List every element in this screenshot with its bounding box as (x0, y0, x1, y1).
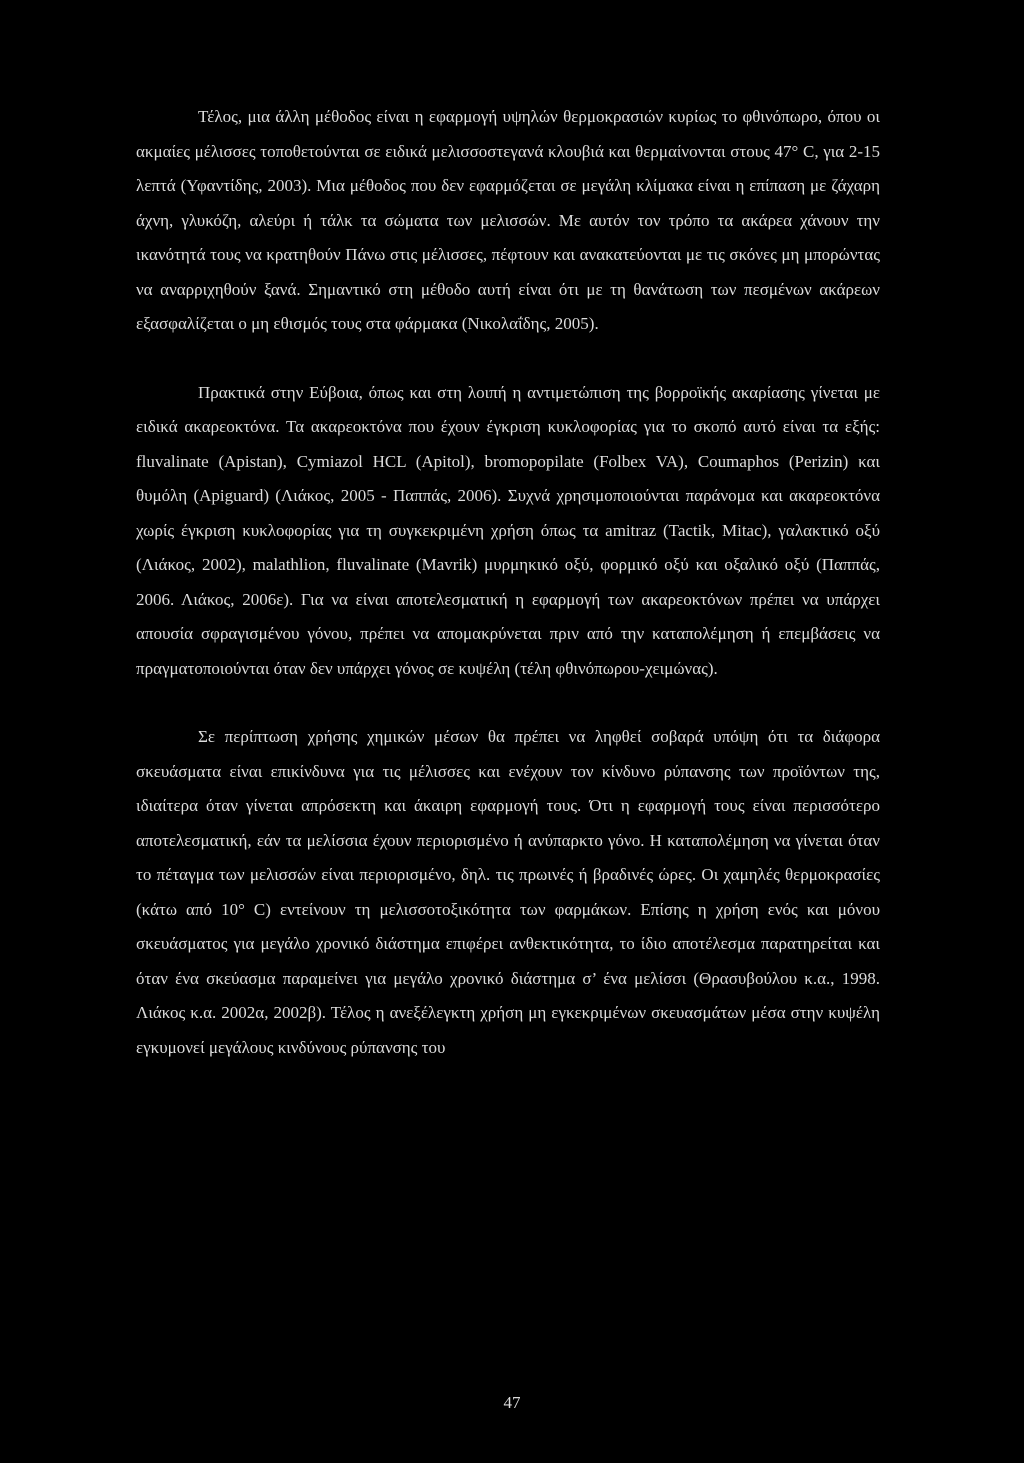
paragraph-chemical-risks: Σε περίπτωση χρήσης χημικών μέσων θα πρέπει να ληφθεί σοβαρά υπόψη ότι τα διάφορα σκευάσματα είναι επικίνδυνα για τις μέλισσες και ενέχουν τον κίνδυνο ρύπανσης των προϊόντων της, ιδιαίτερα όταν γίνεται απρόσεκτη και άκαιρη εφαρμογή τους. Ότι η εφαρμογή τους είναι περισσότερο αποτελεσματική, εάν τα μελίσσια έχουν περιορισμένο ή ανύπαρκτο γόνο. Η καταπολέμηση να γίνεται όταν το πέταγμα των μελισσών είναι περιορισμένο, δηλ. τις πρωινές ή βραδινές ώρες. Οι χαμηλές θερμοκρασίες (κάτω από 10° C) εντείνουν τη μελισσοτοξικότητα των φαρμάκων. Επίσης η χρήση ενός και μόνου σκευάσματος για μεγάλο χρονικό διάστημα επιφέρει ανθεκτικότητα, το ίδιο αποτέλεσμα παρατηρείται και όταν ένα σκεύασμα παραμείνει για μεγάλο χρονικό διάστημα σ’ ένα μελίσσι (Θρασυβούλου κ.α., 1998. Λιάκος κ.α. 2002α, 2002β). Τέλος η ανεξέλεγκτη χρήση μη εγκεκριμένων σκευασμάτων μέσα στην κυψέλη εγκυμονεί μεγάλους κινδύνους ρύπανσης του (136, 727, 880, 1057)
paragraph-acaricides-euboea: Πρακτικά στην Εύβοια, όπως και στη λοιπή η αντιμετώπιση της βορροϊκής ακαρίασης γίνεται με ειδικά ακαρεοκτόνα. Τα ακαρεοκτόνα που έχουν έγκριση κυκλοφορίας για το σκοπό αυτό είναι τα εξής: fluvalinate (Apistan), Cymiazol HCL (Apitol), bromopopilate (Folbex VA), Coumaphos (Perizin) και θυμόλη (Apiguard) (Λιάκος, 2005 - Παππάς, 2006). Συχνά χρησιμοποιούνται παράνομα και ακαρεοκτόνα χωρίς έγκριση κυκλοφορίας για τη συγκεκριμένη χρήση όπως τα amitraz (Tactik, Mitac), γαλακτικό οξύ (Λιάκος, 2002), malathlion, fluvalinate (Mavrik) μυρμηκικό οξύ, φορμικό οξύ και οξαλικό οξύ (Παππάς, 2006. Λιάκος, 2006ε). Για να είναι αποτελεσματική η εφαρμογή των ακαρεοκτόνων πρέπει να υπάρχει απουσία σφραγισμένου γόνου, πρέπει να απομακρύνεται πριν από την καταπολέμηση ή επεμβάσεις να πραγματοποιούνται όταν δεν υπάρχει γόνος σε κυψέλη (τέλη φθινόπωρου-χειμώνας). (136, 382, 880, 678)
paragraph-heat-treatment: Τέλος, μια άλλη μέθοδος είναι η εφαρμογή υψηλών θερμοκρασιών κυρίως το φθινόπωρο, όπου οι ακμαίες μέλισσες τοποθετούνται σε ειδικά μελισσοστεγανά κλουβιά και θερμαίνονται στους 47° C, για 2-15 λεπτά (Υφαντίδης, 2003). Μια μέθοδος που δεν εφαρμόζεται σε μεγάλη κλίμακα είναι η επίπαση με ζάχαρη άχνη, γλυκόζη, αλεύρι ή τάλκ τα σώματα των μελισσών. Με αυτόν τον τρόπο τα ακάρεα χάνουν την ικανότητά τους να κρατηθούν Πάνω στις μέλισσες, πέφτουν και ανακατεύονται με τις σκόνες μη μπορώντας να αναρριχηθούν ξανά. Σημαντικό στη μέθοδο αυτή είναι ότι με τη θανάτωση των πεσμένων ακάρεων εξασφαλίζεται ο μη εθισμός τους στα φάρμακα (Νικολαΐδης, 2005). (136, 107, 880, 333)
page-number: 47 (503, 1393, 521, 1412)
document-page (136, 100, 880, 1065)
